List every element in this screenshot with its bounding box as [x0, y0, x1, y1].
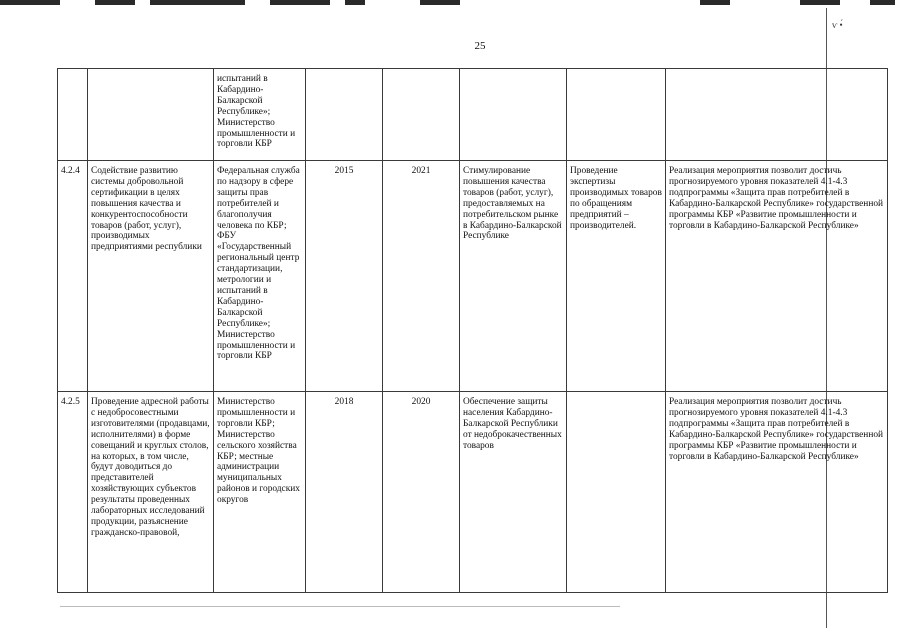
program-table	[57, 68, 888, 593]
cell-expected-result: Обеспечение защиты населения Кабардино-Балкарской Республики от недоброкачественных товаров	[460, 392, 567, 593]
cell-connection: Реализация мероприятия позволит достичь прогнозируемого уровня показателей 4.1-4.3 подпрограммы «Защита прав потребителей в Кабардино-Балкарской Республике» государственной программы КБР «Развитие промышленности и торговли в Кабардино-Балкарской Республике»	[666, 392, 888, 593]
cell-activity	[88, 69, 214, 161]
cell-year-end: 2021	[383, 161, 460, 392]
cell-connection	[666, 69, 888, 161]
cell-consequences: Проведение экспертизы производимых товаров по обращениям предприятий – производителей.	[567, 161, 666, 392]
cell-activity: Содействие развитию системы добровольной сертификации в целях повышения качества и конкурентоспособности товаров (работ, услуг), производимых предприятиями республики	[88, 161, 214, 392]
cell-code	[58, 69, 88, 161]
table-row	[58, 161, 888, 392]
table-row	[58, 392, 888, 593]
cell-executors: Министерство промышленности и торговли КБР; Министерство сельского хозяйства КБР; местные администрации муниципальных районов и городских округов	[214, 392, 306, 593]
cell-year-start: 2018	[306, 392, 383, 593]
corner-mark: ѵ •́	[832, 20, 843, 30]
scan-edge-artifact	[0, 0, 905, 9]
cell-connection: Реализация мероприятия позволит достичь прогнозируемого уровня показателей 4.1-4.3 подпрограммы «Защита прав потребителей в Кабардино-Балкарской Республике» государственной программы КБР «Развитие промышленности и торговли в Кабардино-Балкарской Республике»	[666, 161, 888, 392]
cell-year-start	[306, 69, 383, 161]
cell-code: 4.2.5	[58, 392, 88, 593]
cell-expected-result	[460, 69, 567, 161]
cell-year-start: 2015	[306, 161, 383, 392]
cell-year-end: 2020	[383, 392, 460, 593]
cell-executors: испытаний в Кабардино-Балкарской Республике»; Министерство промышленности и торговли КБР	[214, 69, 306, 161]
cell-activity: Проведение адресной работы с недобросовестными изготовителями (продавцами, исполнителями) в форме совещаний и круглых столов, на которых, в том числе, будут доводиться до представителей хозяйствующих субъектов результаты проведенных лабораторных исследований продукции, разъяснение гражданско-правовой,	[88, 392, 214, 593]
page-number: 25	[474, 40, 486, 52]
cell-executors: Федеральная служба по надзору в сфере защиты прав потребителей и благополучия человека по КБР; ФБУ «Государственный региональный центр стандартизации, метрологии и испытаний в Кабардино-Балкарской Республике»; Министерство промышленности и торговли КБР	[214, 161, 306, 392]
cell-year-end	[383, 69, 460, 161]
cell-expected-result: Стимулирование повышения качества товаров (работ, услуг), предоставляемых на потребительском рынке в Кабардино-Балкарской Республике	[460, 161, 567, 392]
cell-consequences	[567, 69, 666, 161]
scan-artifact-line	[60, 606, 620, 607]
cell-code: 4.2.4	[58, 161, 88, 392]
cell-consequences	[567, 392, 666, 593]
table-row	[58, 69, 888, 161]
